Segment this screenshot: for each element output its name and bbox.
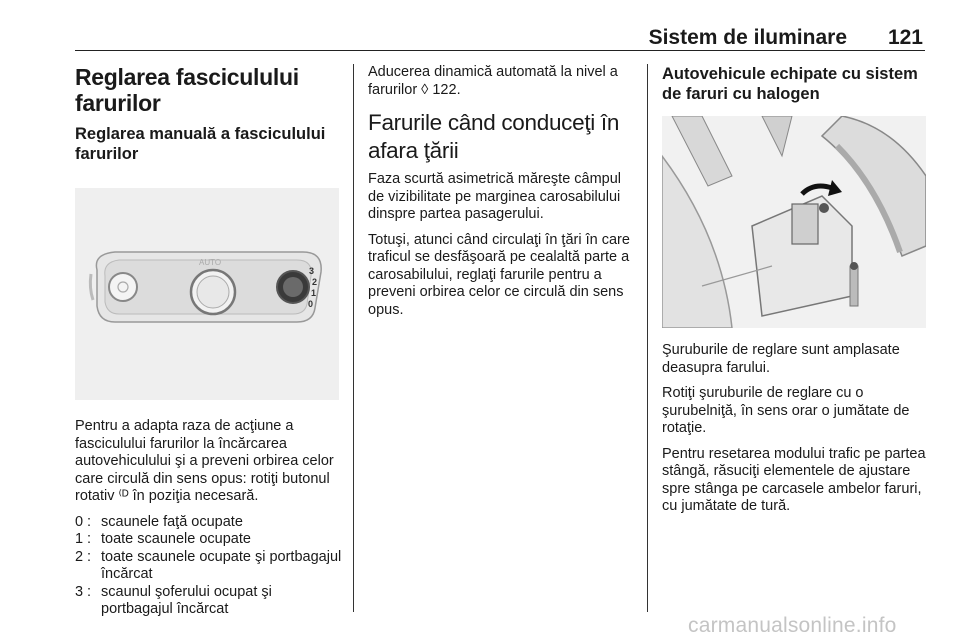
body-paragraph: Pentru resetarea modului trafic pe partea stângă, răsuciţi elementele de ajustare spre stânga pe carcasele ambelor faruri, cu jumătate de tură. [662, 445, 926, 514]
list-key: 0 [75, 513, 84, 530]
headlight-adjuster-figure [662, 116, 926, 328]
position-3-label: 3 [309, 266, 315, 276]
headlight-switch-illustration [75, 188, 339, 400]
list-key: 3 [75, 583, 84, 600]
watermark: carmanualsonline.info [688, 614, 897, 637]
list-text: scaunele faţă ocupate [101, 513, 243, 530]
subsection-heading: Autovehicule echipate cu sistem de faruri cu halogen [662, 65, 918, 103]
section-heading: Reglarea fasciculului farurilor [75, 64, 299, 116]
section-title: Sistem de iluminare [648, 26, 847, 49]
list-separator: : [87, 583, 92, 600]
list-text: scaunul şoferului ocupat şi portbagajul încărcat [101, 583, 272, 617]
list-text: toate scaunele ocupate şi portbagajul încărcat [101, 548, 342, 582]
body-paragraph: Totuşi, atunci când circulaţi în ţări în care traficul se desfăşoară pe cealaltă parte a carosabilului, reglaţi farurile pentru a preveni orbirea celor ce circulă din sens opus. [368, 231, 630, 318]
list-text: toate scaunele ocupate [101, 531, 251, 547]
page-number: 121 [887, 26, 923, 49]
list-item [75, 549, 343, 584]
position-1-label: 1 [311, 288, 317, 298]
auto-label: AUTO [199, 258, 222, 267]
list-separator: : [87, 531, 92, 547]
column-divider [647, 64, 648, 612]
subsection-heading: Reglarea manuală a fasciculului farurilor [75, 125, 326, 163]
list-key: 2 [75, 548, 84, 565]
position-list [75, 514, 343, 619]
body-paragraph: Şuruburile de reglare sunt amplasate deasupra farului. [662, 342, 900, 376]
list-item [75, 514, 343, 532]
position-2-label: 2 [312, 277, 318, 287]
column-right [662, 64, 928, 524]
list-separator: : [87, 548, 92, 565]
column-middle [368, 64, 634, 327]
headlight-adjuster-illustration [662, 116, 926, 328]
list-item [75, 531, 343, 549]
column-divider [353, 64, 354, 612]
list-key: 1 [75, 531, 84, 547]
instruction-paragraph: Pentru a adapta raza de acţiune a fasciculului farurilor la încărcarea autovehiculului şi a preveni orbirea celor care circulă din sens opus: rotiţi butonul rotativ ⁽ᴰ în poziţia necesară. [75, 418, 334, 504]
body-paragraph: Faza scurtă asimetrică măreşte câmpul de vizibilitate pe marginea carosabilului dinspre partea pasagerului. [368, 171, 622, 222]
section-heading: Farurile când conduceţi în afara ţării [368, 110, 620, 163]
column-left [75, 64, 343, 619]
headlight-switch-figure [75, 188, 339, 400]
position-0-label: 0 [308, 299, 314, 309]
list-item [75, 584, 343, 619]
page-header [75, 24, 925, 51]
list-separator: : [87, 513, 92, 530]
body-paragraph: Rotiţi şuruburile de reglare cu o şurubelniţă, în sens orar o jumătate de rotaţie. [662, 385, 910, 436]
intro-paragraph: Aducerea dinamică automată la nivel a farurilor ◊ 122. [368, 64, 618, 98]
